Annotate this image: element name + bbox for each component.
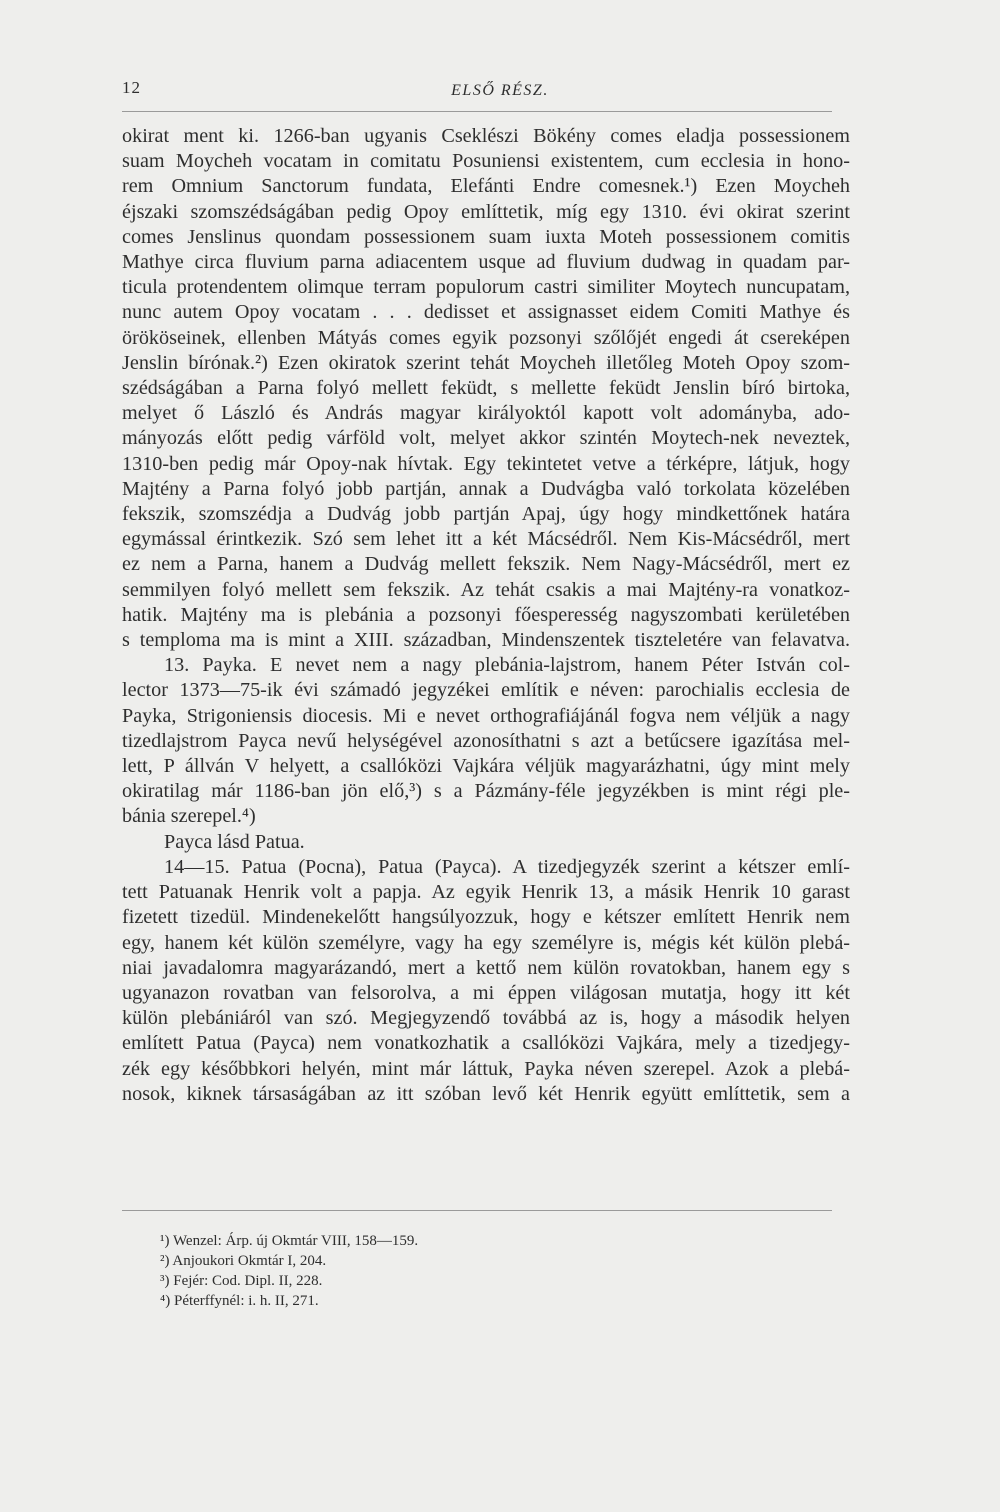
footnote: ¹) Wenzel: Árp. új Okmtár VIII, 158—159.: [160, 1233, 419, 1249]
text-line: niai javadalomra magyarázandó, mert a kettő nem külön rovatokban, hanem egy s: [122, 956, 850, 979]
footnote: ⁴) Péterffynél: i. h. II, 271.: [160, 1293, 319, 1309]
text-line: mányozás előtt pedig várföld volt, melyet akkor szintén Moytech-nek neveztek,: [122, 427, 850, 450]
text-line: suam Moycheh vocatam in comitatu Posuniensi existentem, cum ecclesia in hono-: [122, 150, 850, 173]
text-line: egy, hanem két külön személyre, vagy ha egy személyre is, mégis két külön plebá-: [122, 931, 850, 954]
text-line: zék egy későbbkori helyén, mint már láttuk, Payka néven szerepel. Azok a plebá-: [122, 1057, 850, 1080]
text-line: ugyanazon rovatban van felsorolva, a mi éppen világosan mutatja, hogy itt két: [122, 981, 850, 1004]
text-line: okirat ment ki. 1266-ban ugyanis Cseklészi Bökény comes eladja possessionem: [122, 125, 850, 147]
text-line: szédságában a Parna folyó mellett feküdt, s mellette feküdt Jenslin bíró birtoka,: [122, 377, 850, 400]
text-line: bánia szerepel.⁴): [122, 805, 256, 828]
text-line: rem Omnium Sanctorum fundata, Elefánti Endre comesnek.¹) Ezen Moycheh: [122, 175, 850, 198]
page-number: 12: [122, 78, 141, 97]
text-line: fizetett tizedül. Mindenekelőtt hangsúlyozzuk, hogy e kétszer említett Henrik nem: [122, 906, 850, 929]
text-line: tizedlajstrom Payca nevű helységével azonosíthatni s azt a betűcsere igazítása mel-: [122, 729, 850, 752]
text-line: Jenslin bírónak.²) Ezen okiratok szerint tehát Moycheh illetőleg Moteh Opoy szom-: [122, 351, 850, 374]
text-line: éjszaki szomszédságában pedig Opoy említtetik, míg egy 1310. évi okirat szerint: [122, 200, 850, 223]
cross-reference-line: Payca lásd Patua.: [164, 830, 305, 853]
text-line: s temploma ma is mint a XIII. században, Mindenszentek tiszteletére van felavatva.: [122, 629, 850, 652]
section-heading-line: 14—15. Patua (Pocna), Patua (Payca). A tizedjegyzék szerint a kétszer emlí-: [164, 855, 850, 878]
body-text: [122, 124, 850, 1107]
text-line: Majtény a Parna folyó jobb partján, annak a Dudvágba való torkolata közelében: [122, 477, 850, 500]
footnote: ²) Anjoukori Okmtár I, 204.: [160, 1253, 327, 1269]
text-line: melyet ő László és András magyar királyoktól kapott volt adományba, ado-: [122, 402, 850, 425]
footnote: ³) Fejér: Cod. Dipl. II, 228.: [160, 1273, 323, 1289]
text-line: nunc autem Opoy vocatam . . . dedisset et assignasset eidem Comiti Mathye és: [122, 301, 850, 324]
footnotes: [160, 1231, 660, 1311]
text-line: ticula protendentem olimque terram populorum castri similiter Moytech nuncupatam,: [122, 276, 850, 299]
text-line: Mathye circa fluvium parna adiacentem usque ad fluvium dudwag in quadam par-: [122, 251, 850, 274]
text-line: comes Jenslinus quondam possessionem suam iuxta Moteh possessionem comitis: [122, 225, 850, 248]
footnote-rule: [122, 1210, 832, 1211]
text-line: örököseinek, ellenben Mátyás comes egyik pozsonyi szőlőjét engedi át csereképen: [122, 326, 850, 349]
text-line: egymással érintkezik. Szó sem lehet itt a két Mácsédről. Nem Kis-Mácsédről, mert: [122, 528, 850, 551]
text-line: Payka, Strigoniensis diocesis. Mi e nevet orthografiájánál fogva nem véljük a nagy: [122, 704, 850, 727]
text-line: 1310-ben pedig már Opoy-nak hívtak. Egy tekintetet vetve a térképre, látjuk, hogy: [122, 452, 850, 475]
text-line: tett Patuanak Henrik volt a papja. Az egyik Henrik 13, a másik Henrik 10 garast: [122, 881, 850, 904]
text-line: lett, P állván V helyett, a csallóközi Vajkára véljük magyarázhatni, úgy mint mely: [122, 755, 850, 778]
text-line: semmilyen folyó mellett sem fekszik. Az tehát csakis a mai Majtény-ra vonatkoz-: [122, 578, 850, 601]
text-line: lector 1373—75-ik évi számadó jegyzékei említik e néven: parochialis ecclesia de: [122, 679, 850, 702]
header-rule: [122, 111, 832, 112]
text-line: külön plebániáról van szó. Megjegyzendő továbbá az is, hogy a második helyen: [122, 1007, 850, 1030]
text-line: hatik. Majtény ma is plebánia a pozsonyi főesperesség nagyszombati kerületében: [122, 603, 850, 626]
section-heading-line: 13. Payka. E nevet nem a nagy plebánia-lajstrom, hanem Péter István col-: [164, 654, 850, 677]
text-line: ez nem a Parna, hanem a Dudvág mellett fekszik. Nem Nagy-Mácsédről, mert ez: [122, 553, 850, 576]
text-line: említett Patua (Payca) nem vonatkozhatik a csallóközi Vajkára, mely a tizedjegy-: [122, 1032, 850, 1055]
text-line: fekszik, szomszédja a Dudvág jobb partján Apaj, úgy hogy mindkettőnek határa: [122, 503, 850, 526]
text-line: okiratilag már 1186-ban jön elő,³) s a Pázmány-féle jegyzékben is mint régi ple-: [122, 780, 850, 803]
text-line: nosok, kiknek társaságában az itt szóban levő két Henrik együtt említtetik, sem a: [122, 1082, 850, 1105]
running-title: ELSŐ RÉSZ.: [451, 82, 549, 99]
